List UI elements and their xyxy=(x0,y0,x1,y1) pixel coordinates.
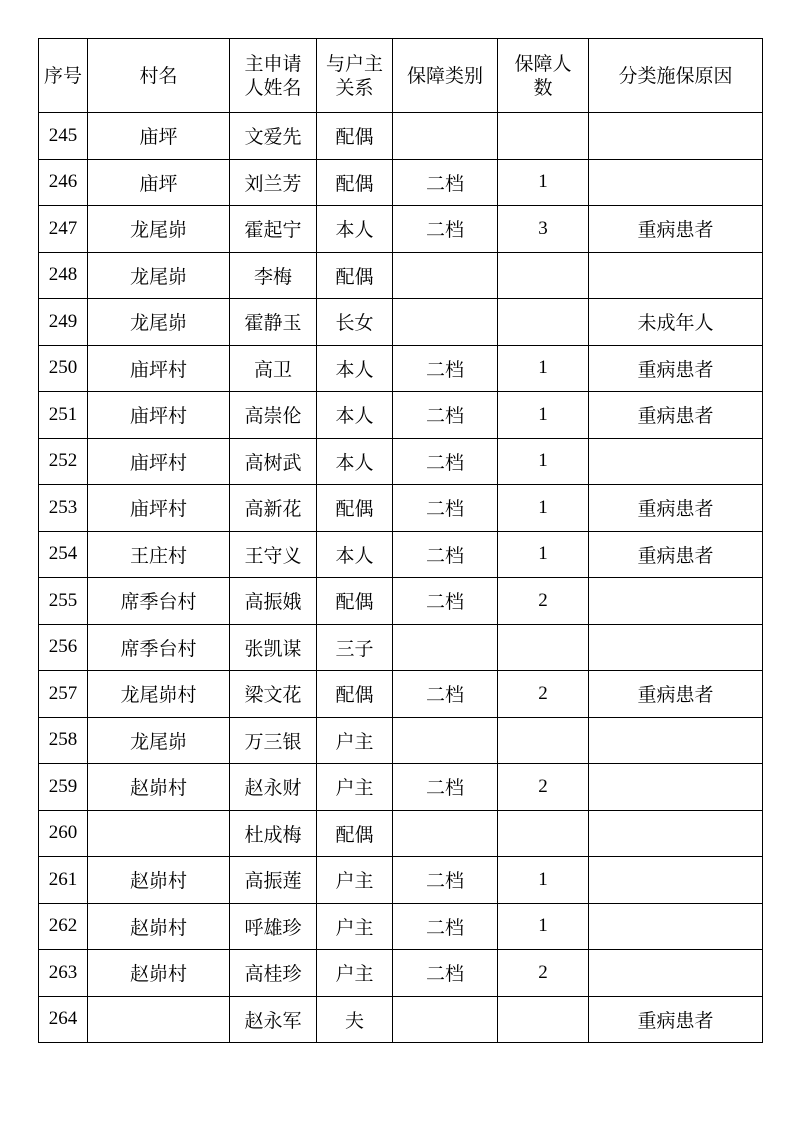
reason: 重病患者 xyxy=(589,345,763,392)
person-count: 1 xyxy=(498,345,589,392)
table-row xyxy=(39,392,763,439)
village-name: 赵峁村 xyxy=(88,857,230,904)
header-index: 序号 xyxy=(39,39,88,113)
header-count: 保障人数 xyxy=(498,39,589,113)
category: 二档 xyxy=(393,392,498,439)
reason xyxy=(589,764,763,811)
category: 二档 xyxy=(393,438,498,485)
person-count xyxy=(498,299,589,346)
relation: 长女 xyxy=(317,299,393,346)
header-applicant: 主申请人姓名 xyxy=(230,39,317,113)
table-row xyxy=(39,717,763,764)
row-index: 258 xyxy=(39,717,88,764)
person-count: 1 xyxy=(498,903,589,950)
applicant-name: 高树武 xyxy=(230,438,317,485)
applicant-name: 杜成梅 xyxy=(230,810,317,857)
category xyxy=(393,996,498,1043)
row-index: 252 xyxy=(39,438,88,485)
applicant-name: 梁文花 xyxy=(230,671,317,718)
category: 二档 xyxy=(393,903,498,950)
relation: 配偶 xyxy=(317,159,393,206)
relation: 本人 xyxy=(317,206,393,253)
reason xyxy=(589,717,763,764)
table-row xyxy=(39,624,763,671)
assistance-roster-table xyxy=(38,38,763,1043)
relation: 本人 xyxy=(317,438,393,485)
roster-sheet xyxy=(38,38,763,1043)
table-header xyxy=(39,39,763,113)
category: 二档 xyxy=(393,345,498,392)
table-row xyxy=(39,857,763,904)
person-count xyxy=(498,252,589,299)
village-name xyxy=(88,810,230,857)
row-index: 250 xyxy=(39,345,88,392)
category xyxy=(393,299,498,346)
row-index: 253 xyxy=(39,485,88,532)
table-row xyxy=(39,299,763,346)
category xyxy=(393,624,498,671)
reason: 重病患者 xyxy=(589,485,763,532)
row-index: 254 xyxy=(39,531,88,578)
reason xyxy=(589,159,763,206)
category: 二档 xyxy=(393,578,498,625)
reason: 重病患者 xyxy=(589,531,763,578)
relation: 配偶 xyxy=(317,113,393,160)
applicant-name: 呼雄珍 xyxy=(230,903,317,950)
village-name: 龙尾峁 xyxy=(88,299,230,346)
relation: 三子 xyxy=(317,624,393,671)
category: 二档 xyxy=(393,857,498,904)
village-name: 庙坪村 xyxy=(88,485,230,532)
row-index: 245 xyxy=(39,113,88,160)
reason: 重病患者 xyxy=(589,671,763,718)
row-index: 263 xyxy=(39,950,88,997)
applicant-name: 文爱先 xyxy=(230,113,317,160)
table-row xyxy=(39,531,763,578)
applicant-name: 霍静玉 xyxy=(230,299,317,346)
relation: 配偶 xyxy=(317,671,393,718)
village-name: 龙尾峁 xyxy=(88,252,230,299)
table-row xyxy=(39,159,763,206)
village-name: 王庄村 xyxy=(88,531,230,578)
person-count: 1 xyxy=(498,857,589,904)
person-count xyxy=(498,810,589,857)
person-count: 2 xyxy=(498,764,589,811)
person-count: 1 xyxy=(498,438,589,485)
table-row xyxy=(39,113,763,160)
applicant-name: 高振莲 xyxy=(230,857,317,904)
header-row xyxy=(39,39,763,113)
table-row xyxy=(39,485,763,532)
applicant-name: 高桂珍 xyxy=(230,950,317,997)
person-count: 1 xyxy=(498,392,589,439)
category xyxy=(393,810,498,857)
relation: 夫 xyxy=(317,996,393,1043)
relation: 户主 xyxy=(317,717,393,764)
village-name: 庙坪 xyxy=(88,113,230,160)
row-index: 247 xyxy=(39,206,88,253)
relation: 本人 xyxy=(317,392,393,439)
relation: 户主 xyxy=(317,857,393,904)
row-index: 249 xyxy=(39,299,88,346)
relation: 配偶 xyxy=(317,485,393,532)
person-count: 2 xyxy=(498,671,589,718)
applicant-name: 王守义 xyxy=(230,531,317,578)
header-category: 保障类别 xyxy=(393,39,498,113)
village-name: 龙尾峁 xyxy=(88,206,230,253)
reason xyxy=(589,252,763,299)
table-row xyxy=(39,996,763,1043)
table-row xyxy=(39,810,763,857)
category xyxy=(393,113,498,160)
row-index: 256 xyxy=(39,624,88,671)
village-name: 庙坪村 xyxy=(88,392,230,439)
applicant-name: 高新花 xyxy=(230,485,317,532)
table-row xyxy=(39,671,763,718)
reason xyxy=(589,113,763,160)
category xyxy=(393,252,498,299)
person-count xyxy=(498,996,589,1043)
table-row xyxy=(39,578,763,625)
reason: 重病患者 xyxy=(589,996,763,1043)
table-row xyxy=(39,206,763,253)
header-reason: 分类施保原因 xyxy=(589,39,763,113)
applicant-name: 霍起宁 xyxy=(230,206,317,253)
person-count: 1 xyxy=(498,159,589,206)
row-index: 261 xyxy=(39,857,88,904)
relation: 配偶 xyxy=(317,252,393,299)
reason: 重病患者 xyxy=(589,206,763,253)
reason xyxy=(589,578,763,625)
village-name: 赵峁村 xyxy=(88,903,230,950)
table-row xyxy=(39,438,763,485)
row-index: 251 xyxy=(39,392,88,439)
header-village: 村名 xyxy=(88,39,230,113)
applicant-name: 赵永军 xyxy=(230,996,317,1043)
reason xyxy=(589,624,763,671)
row-index: 264 xyxy=(39,996,88,1043)
table-row xyxy=(39,345,763,392)
table-row xyxy=(39,252,763,299)
applicant-name: 万三银 xyxy=(230,717,317,764)
reason xyxy=(589,950,763,997)
person-count: 1 xyxy=(498,485,589,532)
row-index: 260 xyxy=(39,810,88,857)
relation: 配偶 xyxy=(317,810,393,857)
relation: 户主 xyxy=(317,903,393,950)
table-body xyxy=(39,113,763,1043)
row-index: 255 xyxy=(39,578,88,625)
row-index: 262 xyxy=(39,903,88,950)
category xyxy=(393,717,498,764)
village-name: 龙尾峁村 xyxy=(88,671,230,718)
village-name: 庙坪村 xyxy=(88,438,230,485)
applicant-name: 高卫 xyxy=(230,345,317,392)
category: 二档 xyxy=(393,485,498,532)
relation: 本人 xyxy=(317,531,393,578)
reason xyxy=(589,903,763,950)
table-row xyxy=(39,764,763,811)
relation: 配偶 xyxy=(317,578,393,625)
table-row xyxy=(39,903,763,950)
relation: 户主 xyxy=(317,764,393,811)
person-count: 2 xyxy=(498,578,589,625)
applicant-name: 李梅 xyxy=(230,252,317,299)
category: 二档 xyxy=(393,950,498,997)
relation: 本人 xyxy=(317,345,393,392)
person-count xyxy=(498,624,589,671)
person-count: 2 xyxy=(498,950,589,997)
reason: 重病患者 xyxy=(589,392,763,439)
row-index: 257 xyxy=(39,671,88,718)
row-index: 248 xyxy=(39,252,88,299)
reason: 未成年人 xyxy=(589,299,763,346)
village-name: 赵峁村 xyxy=(88,950,230,997)
category: 二档 xyxy=(393,764,498,811)
person-count xyxy=(498,113,589,160)
village-name: 赵峁村 xyxy=(88,764,230,811)
row-index: 246 xyxy=(39,159,88,206)
village-name xyxy=(88,996,230,1043)
category: 二档 xyxy=(393,671,498,718)
category: 二档 xyxy=(393,206,498,253)
applicant-name: 张凯谋 xyxy=(230,624,317,671)
person-count: 1 xyxy=(498,531,589,578)
reason xyxy=(589,810,763,857)
relation: 户主 xyxy=(317,950,393,997)
header-relation: 与户主关系 xyxy=(317,39,393,113)
village-name: 席季台村 xyxy=(88,624,230,671)
village-name: 庙坪村 xyxy=(88,345,230,392)
table-row xyxy=(39,950,763,997)
category: 二档 xyxy=(393,531,498,578)
village-name: 席季台村 xyxy=(88,578,230,625)
applicant-name: 高崇伦 xyxy=(230,392,317,439)
applicant-name: 刘兰芳 xyxy=(230,159,317,206)
applicant-name: 高振娥 xyxy=(230,578,317,625)
person-count: 3 xyxy=(498,206,589,253)
applicant-name: 赵永财 xyxy=(230,764,317,811)
row-index: 259 xyxy=(39,764,88,811)
reason xyxy=(589,438,763,485)
village-name: 龙尾峁 xyxy=(88,717,230,764)
person-count xyxy=(498,717,589,764)
reason xyxy=(589,857,763,904)
category: 二档 xyxy=(393,159,498,206)
village-name: 庙坪 xyxy=(88,159,230,206)
